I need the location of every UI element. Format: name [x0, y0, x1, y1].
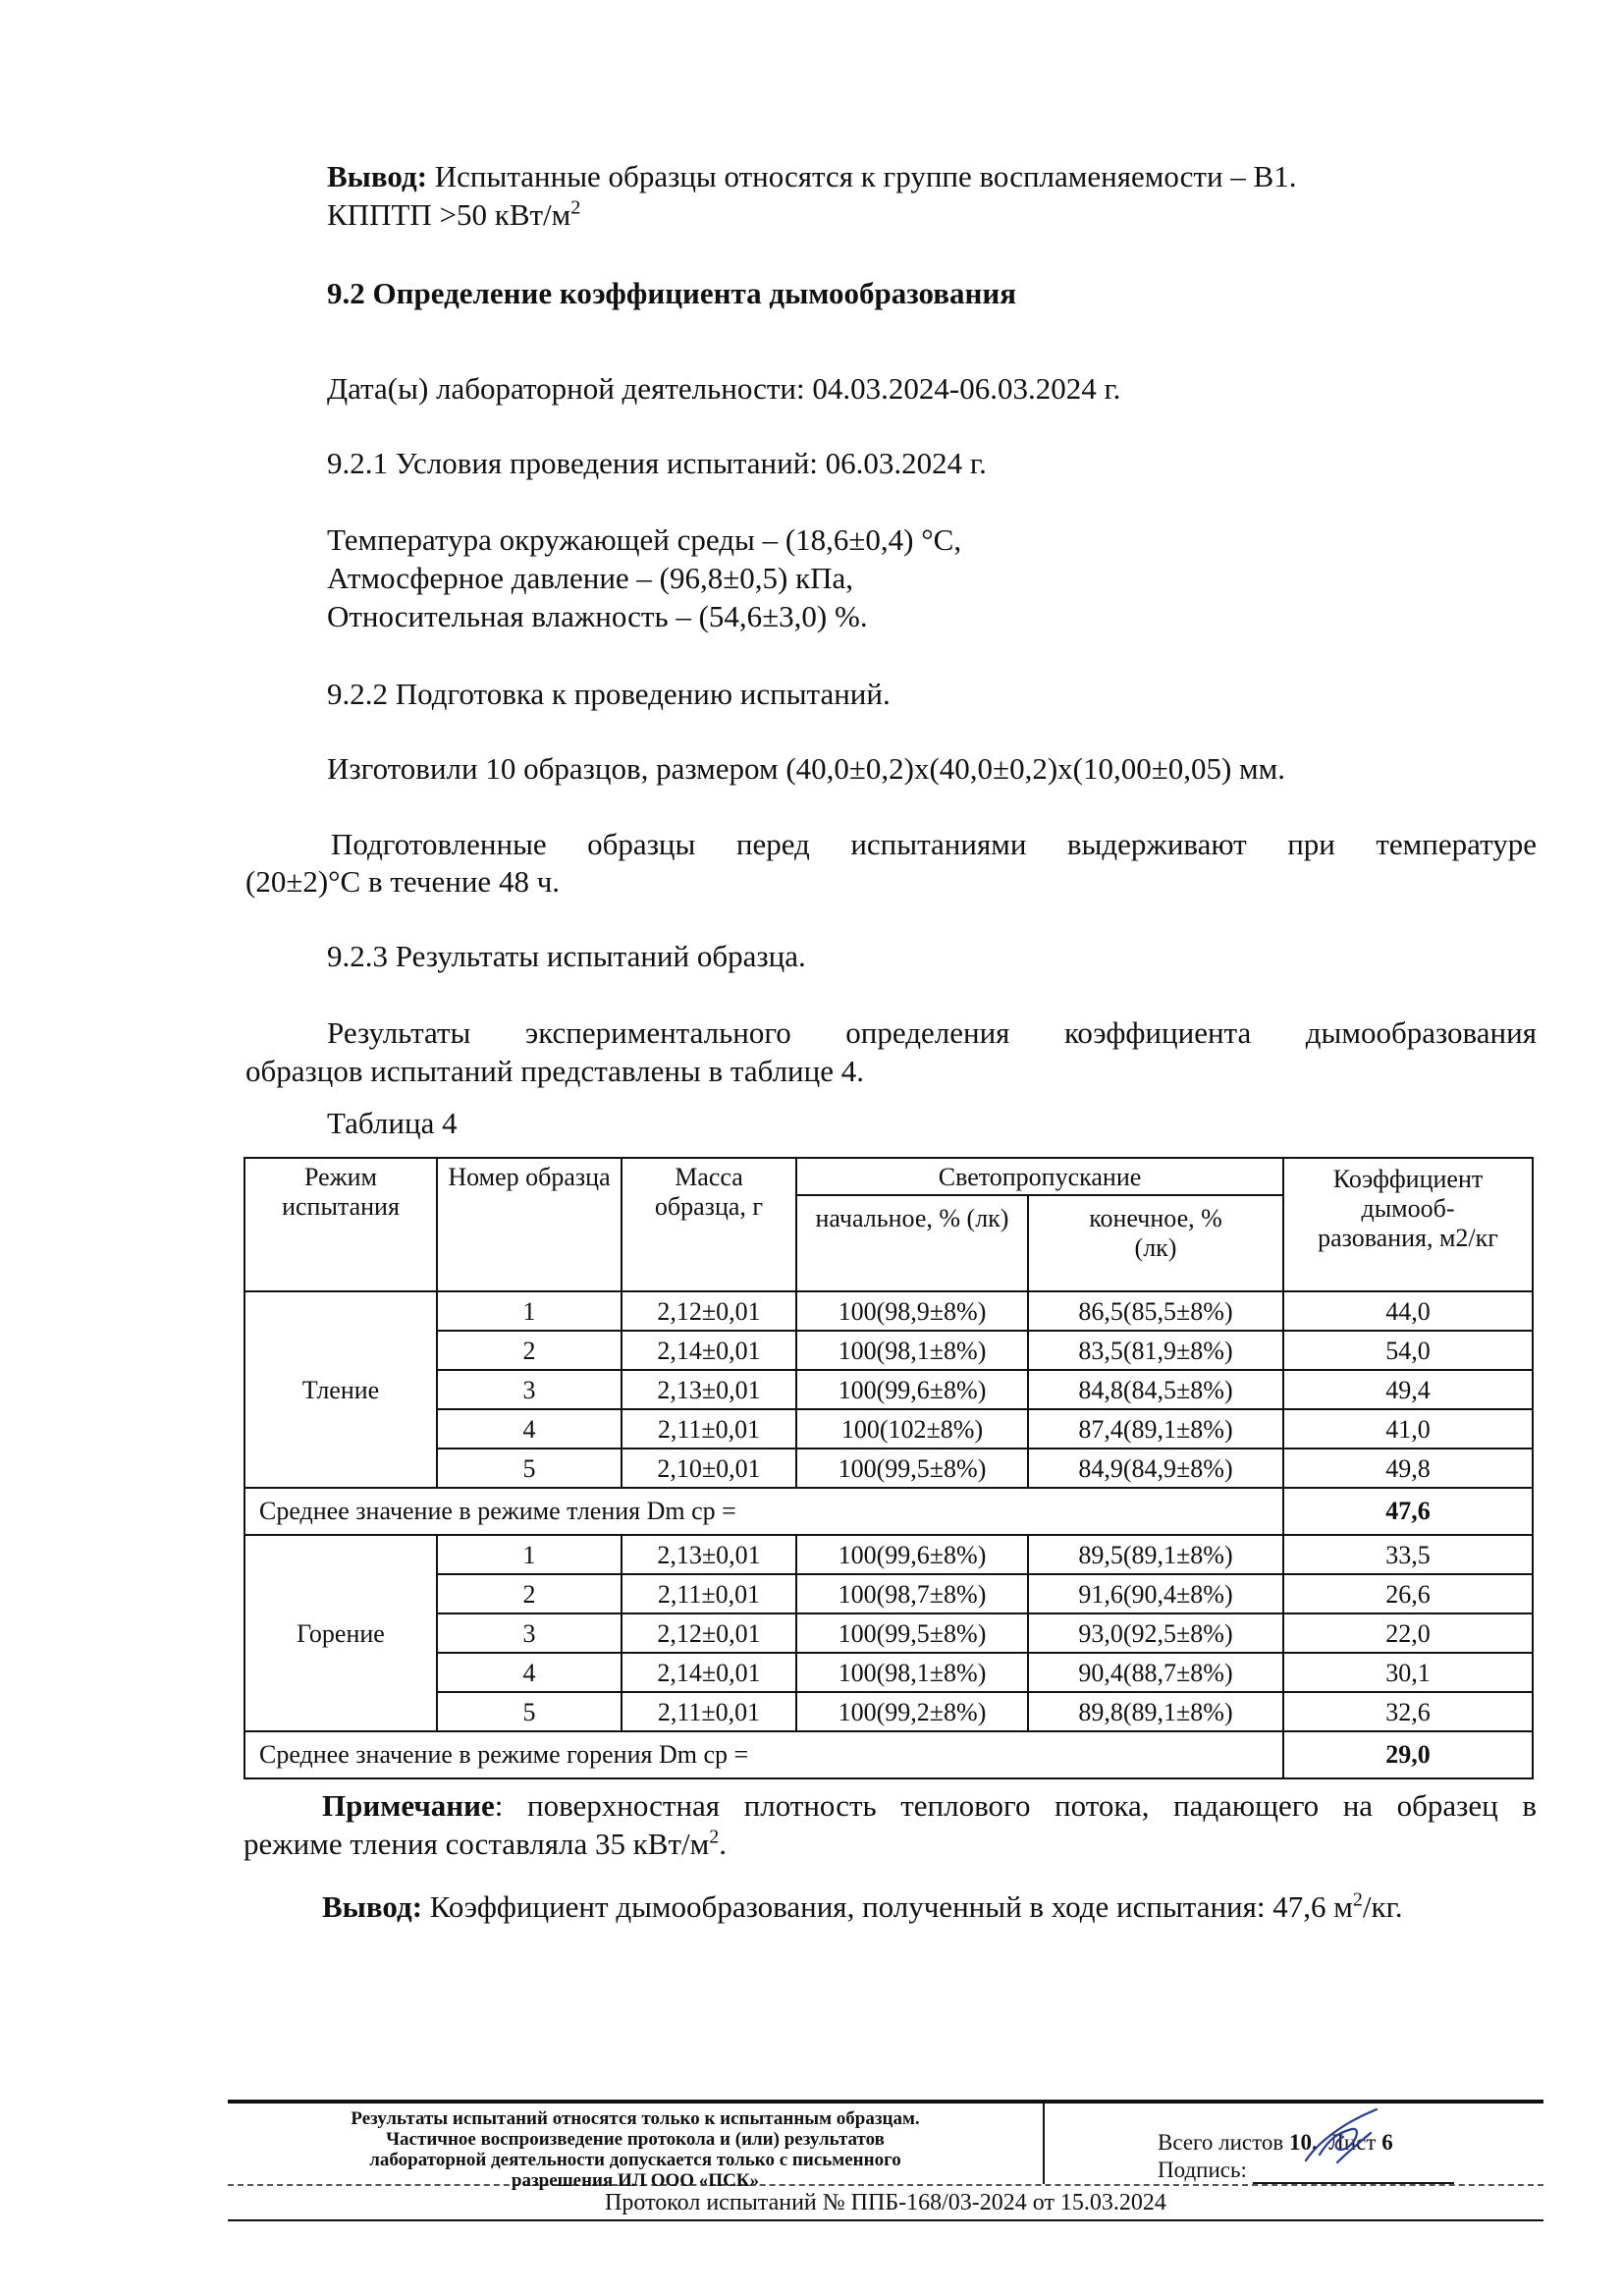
header-initial: начальное, % (лк) [796, 1195, 1028, 1291]
sheets-total: 10. [1289, 2130, 1318, 2155]
smoke-coefficient: 26,6 [1283, 1574, 1533, 1613]
table-row [244, 1331, 1533, 1370]
sample-number: 5 [437, 1692, 622, 1731]
table-row [244, 1449, 1533, 1488]
conclusion-label: Вывод: [327, 159, 428, 193]
disclaimer-line: Частичное воспроизведение протокола и (или) результатов [386, 2129, 885, 2150]
average-value: 47,6 [1283, 1488, 1533, 1535]
header-mass: Масса образца, г [622, 1158, 796, 1291]
sample-mass: 2,14±0,01 [622, 1331, 796, 1370]
sample-mass: 2,14±0,01 [622, 1653, 796, 1692]
prep-para-line2: (20±2)°С в течение 48 ч. [245, 864, 561, 899]
conclusion2-sup: 2 [1352, 1888, 1363, 1911]
initial-transmission: 100(102±8%) [796, 1409, 1028, 1449]
smoke-coefficient-table [243, 1157, 1534, 1779]
table-row [244, 1692, 1533, 1731]
sample-number: 2 [437, 1574, 622, 1613]
signature-label: Подпись: [1158, 2158, 1247, 2182]
prep-para-line1: Подготовленные образцы перед испытаниями выдерживают при температуре [331, 827, 1537, 861]
note-sup: 2 [709, 1826, 720, 1848]
mode-cell: Тление [244, 1291, 437, 1488]
initial-transmission: 100(99,6±8%) [796, 1535, 1028, 1574]
final-transmission: 84,8(84,5±8%) [1028, 1370, 1283, 1409]
footer-sheet-info [1045, 2104, 1543, 2184]
initial-transmission: 100(98,1±8%) [796, 1653, 1028, 1692]
conclusion2-end: /кг. [1362, 1889, 1403, 1924]
initial-transmission: 100(98,7±8%) [796, 1574, 1028, 1613]
table-row [244, 1574, 1533, 1613]
smoke-coefficient: 49,8 [1283, 1449, 1533, 1488]
average-label: Среднее значение в режиме тления Dm ср = [244, 1488, 1283, 1535]
sample-mass: 2,10±0,01 [622, 1449, 796, 1488]
header-number: Номер образца [437, 1158, 622, 1291]
signature-icon [1298, 2104, 1386, 2172]
sample-number: 1 [437, 1291, 622, 1331]
table-row [244, 1535, 1533, 1574]
sample-mass: 2,12±0,01 [622, 1291, 796, 1331]
sample-number: 3 [437, 1613, 622, 1653]
sheet-label: Лист [1328, 2130, 1377, 2155]
sample-number: 1 [437, 1535, 622, 1574]
final-transmission: 86,5(85,5±8%) [1028, 1291, 1283, 1331]
smoke-coefficient: 44,0 [1283, 1291, 1533, 1331]
average-row-burning [244, 1731, 1533, 1778]
note-label: Примечание [322, 1788, 495, 1823]
initial-transmission: 100(98,9±8%) [796, 1291, 1028, 1331]
sample-mass: 2,13±0,01 [622, 1370, 796, 1409]
initial-transmission: 100(99,5±8%) [796, 1449, 1028, 1488]
sample-mass: 2,11±0,01 [622, 1409, 796, 1449]
sample-mass: 2,13±0,01 [622, 1535, 796, 1574]
condition-humidity: Относительная влажность – (54,6±3,0) %. [327, 599, 868, 633]
average-row-smoldering [244, 1488, 1533, 1535]
smoke-coefficient: 49,4 [1283, 1370, 1533, 1409]
table-row [244, 1653, 1533, 1692]
final-transmission: 90,4(88,7±8%) [1028, 1653, 1283, 1692]
conclusion2-text: Коэффициент дымообразования, полученный в ходе испытания: 47,6 м [422, 1889, 1353, 1924]
sample-number: 4 [437, 1653, 622, 1692]
prep-text: Изготовили 10 образцов, размером (40,0±0,2)х(40,0±0,2)х(10,00±0,05) мм. [327, 751, 1286, 786]
sample-mass: 2,12±0,01 [622, 1613, 796, 1653]
average-value: 29,0 [1283, 1731, 1533, 1778]
protocol-number: Протокол испытаний № ППБ-168/03-2024 от 15.03.2024 [228, 2186, 1543, 2221]
table-row [244, 1291, 1533, 1331]
lab-dates: Дата(ы) лабораторной деятельности: 04.03.2024-06.03.2024 г. [327, 371, 1121, 406]
header-coefficient: Коэффициент дымооб-разования, м2/кг [1283, 1158, 1533, 1291]
sample-number: 2 [437, 1331, 622, 1370]
note-text-2: режиме тления составляла 35 кВт/м [243, 1827, 710, 1861]
final-transmission: 83,5(81,9±8%) [1028, 1331, 1283, 1370]
header-transmission: Светопропускание [796, 1158, 1283, 1195]
table-row [244, 1370, 1533, 1409]
sample-number: 4 [437, 1409, 622, 1449]
smoke-coefficient: 22,0 [1283, 1613, 1533, 1653]
initial-transmission: 100(99,5±8%) [796, 1613, 1028, 1653]
final-transmission: 91,6(90,4±8%) [1028, 1574, 1283, 1613]
condition-temperature: Температура окружающей среды – (18,6±0,4) °С, [327, 522, 962, 557]
table-header-row [244, 1158, 1533, 1195]
sample-number: 3 [437, 1370, 622, 1409]
table-row [244, 1613, 1533, 1653]
final-transmission: 89,8(89,1±8%) [1028, 1692, 1283, 1731]
smoke-coefficient: 54,0 [1283, 1331, 1533, 1370]
header-final: конечное, % (лк) [1028, 1195, 1283, 1291]
kpptp-sup: 2 [570, 196, 581, 219]
section-title: 9.2 Определение коэффициента дымообразования [327, 276, 1016, 310]
final-transmission: 87,4(89,1±8%) [1028, 1409, 1283, 1449]
sample-number: 5 [437, 1449, 622, 1488]
conditions-title: 9.2.1 Условия проведения испытаний: 06.03.2024 г. [327, 446, 987, 480]
conclusion2-label: Вывод: [322, 1889, 423, 1924]
results-para-line2: образцов испытаний представлены в таблице 4. [245, 1054, 864, 1088]
initial-transmission: 100(99,6±8%) [796, 1370, 1028, 1409]
condition-pressure: Атмосферное давление – (96,8±0,5) кПа, [327, 561, 854, 595]
conclusion-text: Испытанные образцы относятся к группе воспламеняемости – В1. [427, 159, 1297, 193]
table-row [244, 1409, 1533, 1449]
conclusion-line [327, 157, 1296, 195]
page-footer [228, 2100, 1543, 2221]
note-line2 [243, 1825, 727, 1863]
disclaimer-line: Результаты испытаний относятся только к испытанным образцам. [351, 2108, 920, 2129]
results-para-line1: Результаты экспериментального определения коэффициента дымообразования [327, 1015, 1537, 1050]
final-transmission: 89,5(89,1±8%) [1028, 1535, 1283, 1574]
results-title: 9.2.3 Результаты испытаний образца. [327, 939, 806, 973]
disclaimer-line: лабораторной деятельности допускается только с письменного [369, 2150, 901, 2170]
initial-transmission: 100(98,1±8%) [796, 1331, 1028, 1370]
note-text: : поверхностная плотность теплового потока, падающего на образец в [494, 1788, 1537, 1823]
prep-title: 9.2.2 Подготовка к проведению испытаний. [327, 677, 891, 711]
mode-cell: Горение [244, 1535, 437, 1731]
initial-transmission: 100(99,2±8%) [796, 1692, 1028, 1731]
final-transmission: 84,9(84,9±8%) [1028, 1449, 1283, 1488]
footer-disclaimer [228, 2104, 1045, 2191]
conclusion2-line [322, 1887, 1403, 1926]
smoke-coefficient: 41,0 [1283, 1409, 1533, 1449]
sheet-number: 6 [1381, 2130, 1393, 2155]
kpptp-line [327, 195, 580, 234]
final-transmission: 93,0(92,5±8%) [1028, 1613, 1283, 1653]
sample-mass: 2,11±0,01 [622, 1692, 796, 1731]
disclaimer-line: разрешения ИЛ ООО «ПСК» [511, 2170, 760, 2191]
average-label: Среднее значение в режиме горения Dm ср = [244, 1731, 1283, 1778]
smoke-coefficient: 32,6 [1283, 1692, 1533, 1731]
header-mode: Режим испытания [244, 1158, 437, 1291]
sheets-label: Всего листов [1158, 2130, 1284, 2155]
smoke-coefficient: 30,1 [1283, 1653, 1533, 1692]
table-caption: Таблица 4 [327, 1106, 458, 1140]
note-end: . [719, 1827, 728, 1861]
kpptp-text: КППТП >50 кВт/м [327, 197, 571, 232]
smoke-coefficient: 33,5 [1283, 1535, 1533, 1574]
sample-mass: 2,11±0,01 [622, 1574, 796, 1613]
note-line1 [322, 1786, 1537, 1825]
